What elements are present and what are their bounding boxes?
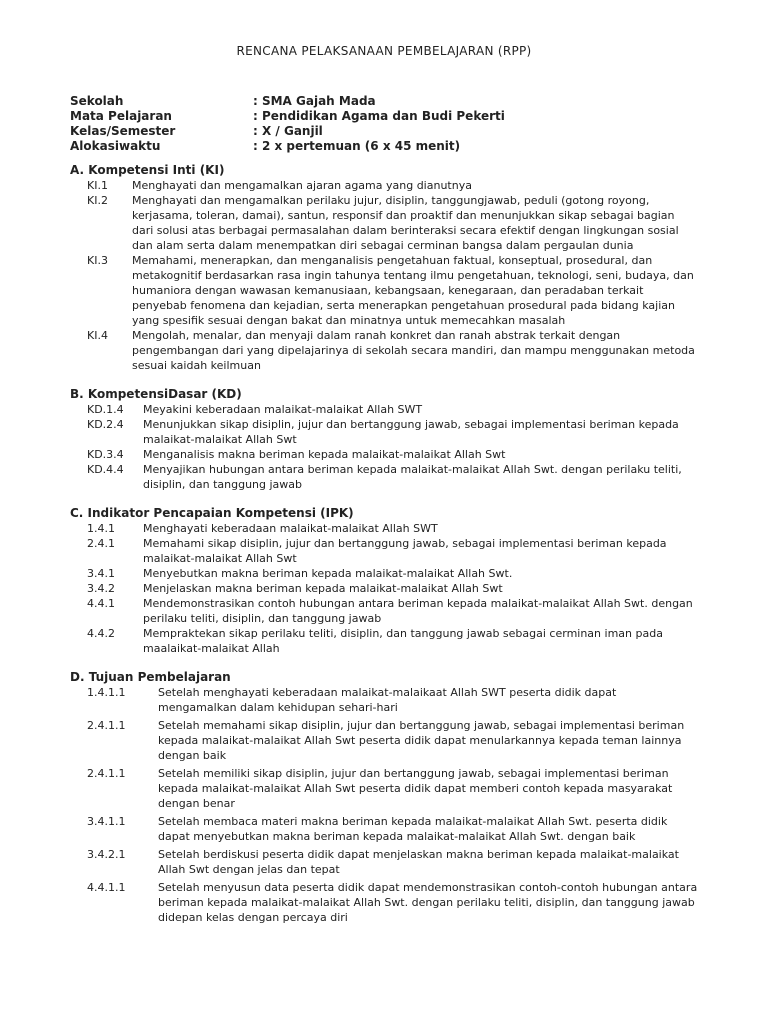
item-code: 2.4.1	[87, 537, 115, 550]
list-item	[70, 536, 698, 566]
list-item	[70, 417, 698, 447]
item-code: KI.1	[87, 179, 108, 192]
list-item	[70, 880, 698, 925]
item-code: 4.4.2	[87, 627, 115, 640]
item-text: Meyakini keberadaan malaikat-malaikat Allah SWT	[143, 403, 423, 416]
item-code: KI.4	[87, 329, 108, 342]
meta-row	[70, 94, 698, 109]
section-heading: D. Tujuan Pembelajaran	[70, 670, 231, 684]
item-text: Mendemonstrasikan contoh hubungan antara beriman kepada malaikat-malaikat Allah Swt. dengan perilaku teliti, disiplin, dan tanggung jawab	[143, 597, 693, 625]
document-title: RENCANA PELAKSANAAN PEMBELAJARAN (RPP)	[236, 44, 532, 58]
item-code: 2.4.1.1	[87, 719, 126, 732]
item-text: Setelah menghayati keberadaan malaikat-malaikaat Allah SWT peserta didik dapat mengamalkan dalam kehidupan sehari-hari	[158, 686, 617, 714]
list-item	[70, 596, 698, 626]
item-code: KD.2.4	[87, 418, 124, 431]
item-text: Setelah berdiskusi peserta didik dapat menjelaskan makna beriman kepada malaikat-malaikat Allah Swt dengan jelas dan tepat	[158, 848, 679, 876]
list-item	[70, 718, 698, 763]
item-code: 3.4.2.1	[87, 848, 126, 861]
list-item	[70, 402, 698, 417]
item-text: Menunjukkan sikap disiplin, jujur dan bertanggung jawab, sebagai implementasi beriman kepada malaikat-malaikat Allah Swt	[143, 418, 679, 446]
meta-label: Sekolah	[70, 94, 124, 108]
item-code: 4.4.1.1	[87, 881, 126, 894]
list-item	[70, 447, 698, 462]
list-item	[70, 766, 698, 811]
meta-value: : Pendidikan Agama dan Budi Pekerti	[253, 109, 505, 123]
item-text: Menghayati dan mengamalkan perilaku jujur, disiplin, tanggungjawab, peduli (gotong royong, kerjasama, toleran, damai), santun, responsif dan proaktif dan menunjukkan sikap sebagai bagian dari solusi atas berbagai permasalahan dalam berinteraksi secara efektif dengan lingkungan sosial dan alam serta dalam menempatkan diri sebagai cerminan bangsa dalam pergaulan dunia	[132, 194, 679, 252]
section-heading: A. Kompetensi Inti (KI)	[70, 163, 225, 177]
list-item	[70, 462, 698, 492]
section-ipk	[70, 506, 698, 656]
list-item	[70, 178, 698, 193]
item-code: 2.4.1.1	[87, 767, 126, 780]
item-text: Setelah memahami sikap disiplin, jujur dan bertanggung jawab, sebagai implementasi beriman kepada malaikat-malaikat Allah Swt peserta didik dapat menularkannya kepada teman lainnya dengan baik	[158, 719, 685, 762]
meta-label: Mata Pelajaran	[70, 109, 172, 123]
section-heading: C. Indikator Pencapaian Kompetensi (IPK)	[70, 506, 354, 520]
item-code: 4.4.1	[87, 597, 115, 610]
item-text: Menganalisis makna beriman kepada malaikat-malaikat Allah Swt	[143, 448, 506, 461]
meta-label: Kelas/Semester	[70, 124, 176, 138]
list-item	[70, 566, 698, 581]
item-code: 1.4.1.1	[87, 686, 126, 699]
item-code: KI.2	[87, 194, 108, 207]
item-text: Mengolah, menalar, dan menyaji dalam ranah konkret dan ranah abstrak terkait dengan pengembangan dari yang dipelajarinya di sekolah secara mandiri, dan mampu menggunakan metoda sesuai kaidah keilmuan	[132, 329, 695, 372]
list-item	[70, 847, 698, 877]
section-tujuan	[70, 670, 698, 925]
item-code: 3.4.1	[87, 567, 115, 580]
meta-row	[70, 109, 698, 124]
item-text: Setelah memiliki sikap disiplin, jujur dan bertanggung jawab, sebagai implementasi beriman kepada malaikat-malaikat Allah Swt peserta didik dapat memberi contoh kepada masyarakat dengan benar	[158, 767, 673, 810]
section-heading: B. KompetensiDasar (KD)	[70, 387, 242, 401]
section-ki	[70, 163, 698, 373]
item-text: Mempraktekan sikap perilaku teliti, disiplin, dan tanggung jawab sebagai cerminan iman pada maalaikat-malaikat Allah	[143, 627, 663, 655]
item-text: Menjelaskan makna beriman kepada malaikat-malaikat Allah Swt	[143, 582, 503, 595]
item-text: Memahami, menerapkan, dan menganalisis pengetahuan faktual, konseptual, prosedural, dan metakognitif berdasarkan rasa ingin tahunya tentang ilmu pengetahuan, teknologi, seni, budaya, dan humaniora dengan wawasan kemanusiaan, kebangsaan, kenegaraan, dan peradaban terkait penyebab fenomena dan kejadian, serta menerapkan pengetahuan prosedural pada bidang kajian yang spesifik sesuai dengan bakat dan minatnya untuk memecahkan masalah	[132, 254, 694, 327]
identity-block	[70, 94, 698, 154]
meta-value: : SMA Gajah Mada	[253, 94, 376, 108]
item-text: Setelah membaca materi makna beriman kepada malaikat-malaikat Allah Swt. peserta didik dapat menyebutkan makna beriman kepada malaikat-malaikat Allah Swt. dengan baik	[158, 815, 668, 843]
meta-row	[70, 124, 698, 139]
meta-label: Alokasiwaktu	[70, 139, 161, 153]
item-code: 3.4.2	[87, 582, 115, 595]
list-item	[70, 685, 698, 715]
item-text: Menyajikan hubungan antara beriman kepada malaikat-malaikat Allah Swt. dengan perilaku teliti, disiplin, dan tanggung jawab	[143, 463, 682, 491]
list-item	[70, 581, 698, 596]
item-text: Menyebutkan makna beriman kepada malaikat-malaikat Allah Swt.	[143, 567, 513, 580]
item-code: 1.4.1	[87, 522, 115, 535]
list-item	[70, 521, 698, 536]
list-item	[70, 193, 698, 253]
item-text: Menghayati dan mengamalkan ajaran agama yang dianutnya	[132, 179, 472, 192]
meta-row	[70, 139, 698, 154]
item-code: 3.4.1.1	[87, 815, 126, 828]
list-item	[70, 328, 698, 373]
item-text: Menghayati keberadaan malaikat-malaikat Allah SWT	[143, 522, 438, 535]
meta-value: : 2 x pertemuan (6 x 45 menit)	[253, 139, 461, 153]
list-item	[70, 814, 698, 844]
meta-value: : X / Ganjil	[253, 124, 323, 138]
list-item	[70, 253, 698, 328]
item-text: Memahami sikap disiplin, jujur dan bertanggung jawab, sebagai implementasi beriman kepada malaikat-malaikat Allah Swt	[143, 537, 667, 565]
item-text: Setelah menyusun data peserta didik dapat mendemonstrasikan contoh-contoh hubungan antara beriman kepada malaikat-malaikat Allah Swt. dengan perilaku teliti, disiplin, dan tanggung jawab didepan kelas dengan percaya diri	[158, 881, 698, 924]
item-code: KI.3	[87, 254, 108, 267]
list-item	[70, 626, 698, 656]
section-kd	[70, 387, 698, 492]
item-code: KD.1.4	[87, 403, 124, 416]
item-code: KD.3.4	[87, 448, 124, 461]
item-code: KD.4.4	[87, 463, 124, 476]
